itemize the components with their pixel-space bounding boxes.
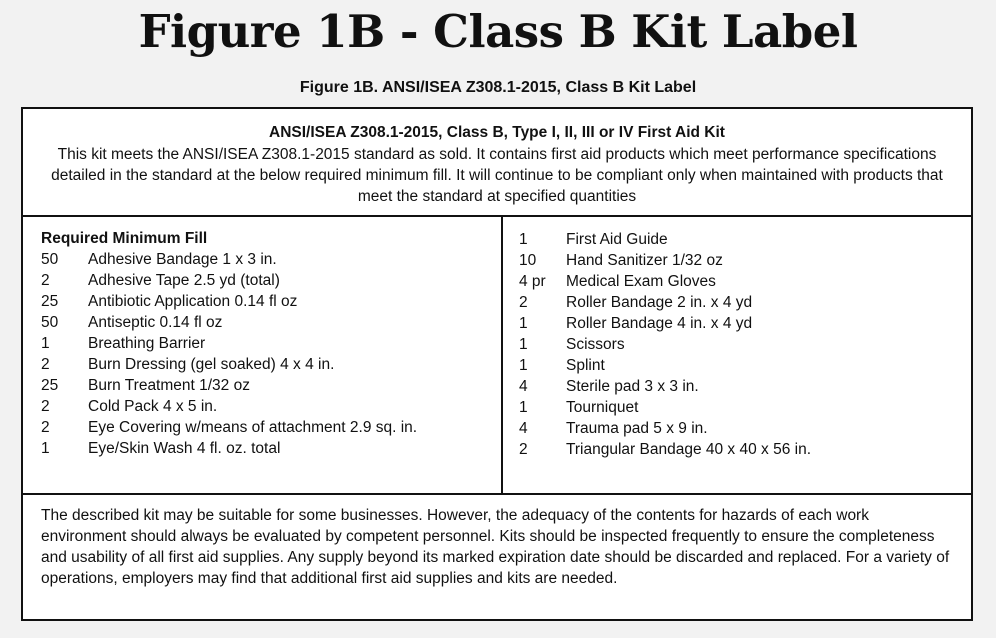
fill-heading: Required Minimum Fill xyxy=(41,230,208,247)
list-item xyxy=(41,270,491,291)
list-item xyxy=(41,354,491,375)
list-item xyxy=(519,292,959,313)
list-item xyxy=(519,376,959,397)
list-item xyxy=(519,334,959,355)
item-quantity: 2 xyxy=(519,294,528,311)
page-title: Figure 1B - Class B Kit Label xyxy=(138,5,858,58)
item-quantity: 2 xyxy=(41,356,50,373)
item-description: Antibiotic Application 0.14 fl oz xyxy=(88,293,298,310)
list-item xyxy=(519,313,959,334)
item-quantity: 25 xyxy=(41,293,59,310)
list-item xyxy=(519,250,959,271)
list-item xyxy=(519,418,959,439)
item-description: Eye Covering w/means of attachment 2.9 sq. in. xyxy=(88,419,418,436)
label-heading: ANSI/ISEA Z308.1-2015, Class B, Type I, II, III or IV First Aid Kit xyxy=(269,124,725,141)
item-description: Burn Dressing (gel soaked) 4 x 4 in. xyxy=(88,356,335,373)
list-item xyxy=(41,417,491,438)
fill-list-right-column xyxy=(519,229,959,460)
list-item xyxy=(41,333,491,354)
fill-list-left-column xyxy=(41,229,491,459)
item-quantity: 4 xyxy=(519,378,528,395)
list-item xyxy=(41,375,491,396)
item-quantity: 1 xyxy=(519,357,528,374)
item-description: Eye/Skin Wash 4 fl. oz. total xyxy=(88,440,281,457)
item-quantity: 1 xyxy=(41,440,50,457)
list-item xyxy=(41,249,491,270)
item-description: Triangular Bandage 40 x 40 x 56 in. xyxy=(566,441,812,458)
item-quantity: 4 pr xyxy=(519,273,546,290)
item-description: Roller Bandage 2 in. x 4 yd xyxy=(566,294,753,311)
item-description: Sterile pad 3 x 3 in. xyxy=(566,378,699,395)
kit-label xyxy=(21,107,973,621)
item-description: Antiseptic 0.14 fl oz xyxy=(88,314,223,331)
list-item xyxy=(519,271,959,292)
item-description: Burn Treatment 1/32 oz xyxy=(88,377,250,394)
item-description: Scissors xyxy=(566,336,625,353)
item-description: Trauma pad 5 x 9 in. xyxy=(566,420,708,437)
item-quantity: 2 xyxy=(41,419,50,436)
item-quantity: 1 xyxy=(519,231,528,248)
label-description: This kit meets the ANSI/ISEA Z308.1-2015 standard as sold. It contains first aid products which meet performance specifications detailed in the standard at the below required minimum fill. It will continue to be compliant only when maintained with products that meet the standard at specified quantities xyxy=(51,146,943,205)
list-item xyxy=(519,229,959,250)
item-description: Hand Sanitizer 1/32 oz xyxy=(566,252,723,269)
item-quantity: 10 xyxy=(519,252,537,269)
item-description: Splint xyxy=(566,357,605,374)
item-quantity: 4 xyxy=(519,420,528,437)
list-item xyxy=(41,312,491,333)
item-quantity: 1 xyxy=(519,315,528,332)
label-header xyxy=(23,109,971,217)
item-description: Adhesive Bandage 1 x 3 in. xyxy=(88,251,277,268)
item-description: First Aid Guide xyxy=(566,231,668,248)
item-description: Cold Pack 4 x 5 in. xyxy=(88,398,218,415)
column-divider xyxy=(501,217,503,493)
item-description: Tourniquet xyxy=(566,399,639,416)
item-description: Breathing Barrier xyxy=(88,335,206,352)
item-description: Medical Exam Gloves xyxy=(566,273,716,290)
list-item xyxy=(519,439,959,460)
item-quantity: 50 xyxy=(41,251,59,268)
item-quantity: 1 xyxy=(519,399,528,416)
item-quantity: 2 xyxy=(41,272,50,289)
item-quantity: 50 xyxy=(41,314,59,331)
item-quantity: 25 xyxy=(41,377,59,394)
label-footer-note: The described kit may be suitable for some businesses. However, the adequacy of the contents for hazards of each work environment should always be evaluated by competent personnel. Kits should be inspected frequently to ensure the completeness and usability of all first aid supplies. Any supply beyond its marked expiration date should be discarded and replaced. For a variety of operations, employers may find that additional first aid supplies and kits are needed. xyxy=(41,507,950,587)
list-item xyxy=(41,438,491,459)
list-item xyxy=(41,396,491,417)
list-item xyxy=(519,397,959,418)
item-description: Roller Bandage 4 in. x 4 yd xyxy=(566,315,753,332)
fill-list-section xyxy=(23,217,971,495)
figure-caption: Figure 1B. ANSI/ISEA Z308.1-2015, Class B Kit Label xyxy=(299,79,697,96)
item-quantity: 1 xyxy=(41,335,50,352)
item-quantity: 2 xyxy=(519,441,528,458)
list-item xyxy=(519,355,959,376)
item-quantity: 2 xyxy=(41,398,50,415)
item-quantity: 1 xyxy=(519,336,528,353)
item-description: Adhesive Tape 2.5 yd (total) xyxy=(88,272,280,289)
list-item xyxy=(41,291,491,312)
